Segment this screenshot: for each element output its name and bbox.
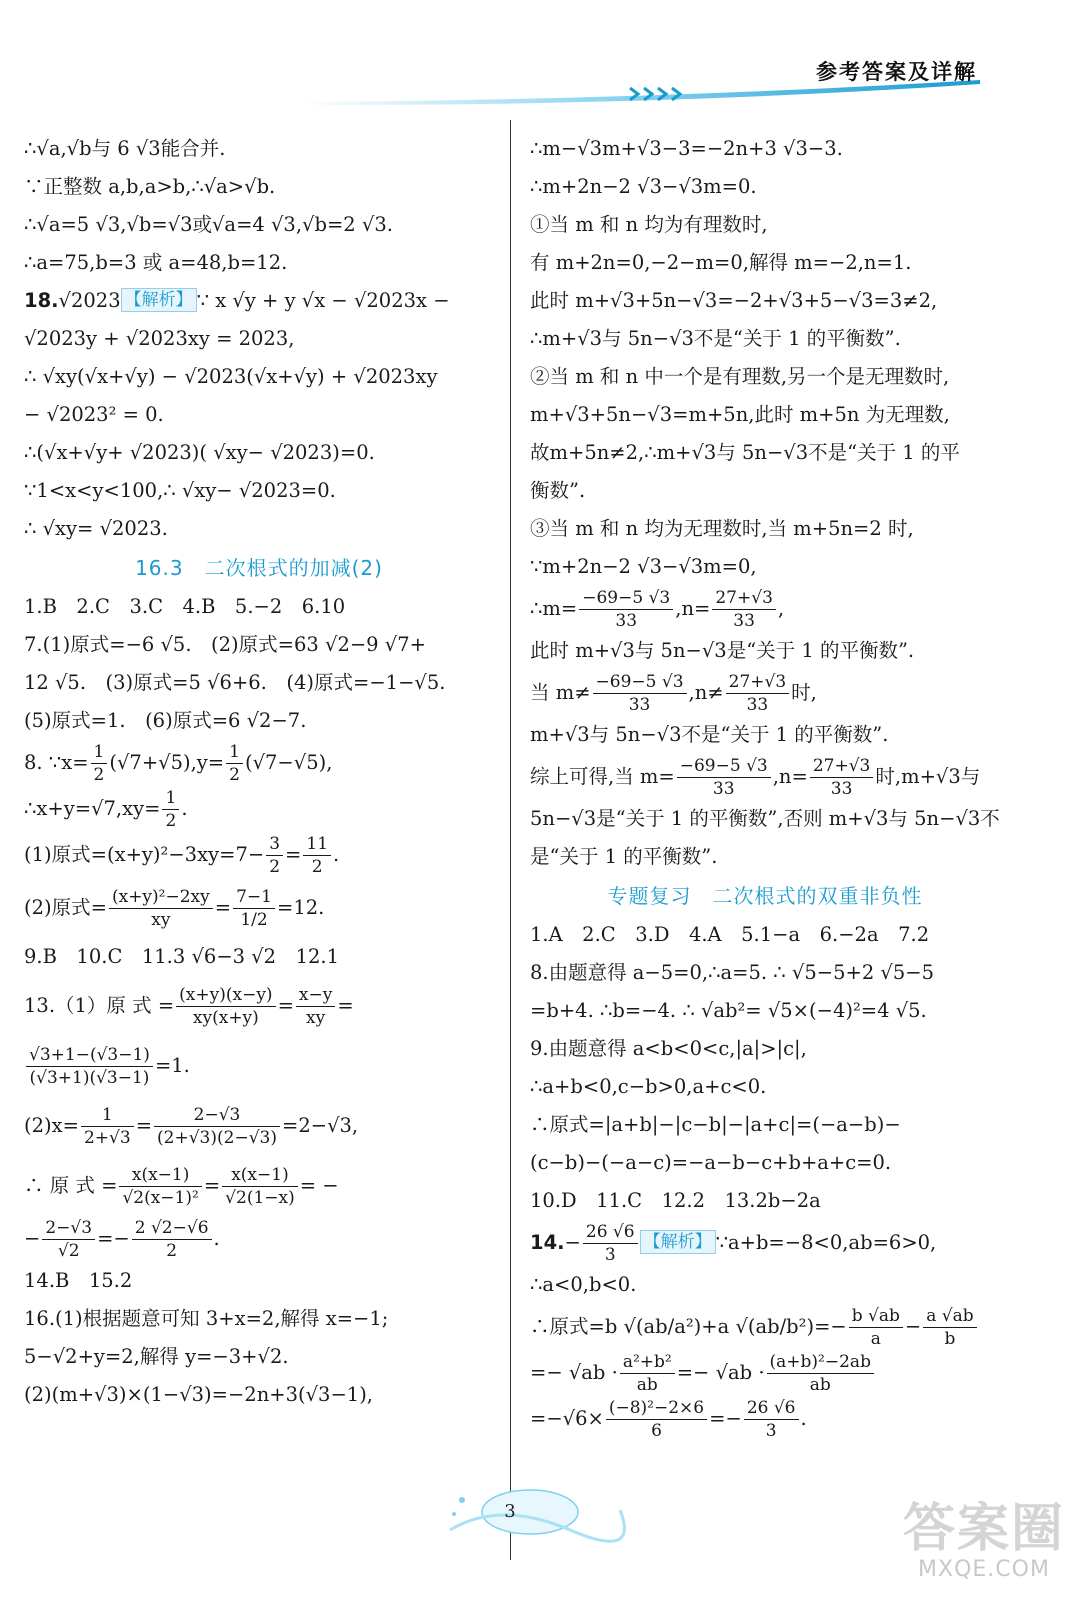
answer-line bbox=[530, 548, 1000, 586]
answer-line bbox=[530, 800, 1000, 838]
line-text: 综上可得,当 m= bbox=[530, 765, 675, 788]
answer-line bbox=[24, 244, 494, 282]
watermark-text: 答案圈 bbox=[902, 1499, 1065, 1559]
answer-line bbox=[530, 586, 1000, 632]
fraction-denominator: 2 bbox=[229, 765, 240, 785]
header-title: 参考答案及详解 bbox=[816, 60, 977, 84]
page-footer bbox=[0, 1470, 1085, 1600]
answer-line bbox=[530, 1182, 1000, 1220]
line-text: 时,m+√3与 bbox=[875, 765, 981, 788]
answer-line bbox=[24, 358, 494, 396]
line-text: 13.（1）原 式 = bbox=[24, 994, 175, 1017]
fraction-denominator: 3 bbox=[765, 1421, 777, 1441]
fraction-denominator: 33 bbox=[615, 611, 638, 631]
fraction-denominator: 6 bbox=[651, 1421, 662, 1441]
line-text: m+√3+5n−√3=m+5n,此时 m+5n 为无理数, bbox=[530, 403, 950, 426]
line-text: 此时 m+√3+5n−√3=−2+√3+5−√3=3≠2, bbox=[530, 289, 938, 312]
line-text: ∵a+b=−8<0,ab=6>0, bbox=[715, 1231, 937, 1254]
line-text: (2)x= bbox=[24, 1114, 79, 1137]
fraction-numerator: (−8)²−2×6 bbox=[606, 1397, 707, 1420]
fraction bbox=[26, 1044, 153, 1089]
answer-line bbox=[530, 1304, 1000, 1350]
fraction bbox=[593, 671, 687, 716]
left-column bbox=[24, 130, 494, 1414]
fraction-denominator: √2 bbox=[57, 1241, 80, 1261]
line-text: 1.B 2.C 3.C 4.B 5.−2 6.10 bbox=[24, 595, 346, 618]
column-divider bbox=[510, 120, 511, 1560]
fraction bbox=[132, 1217, 212, 1262]
section-heading: 16.3 二次根式的加减(2) bbox=[135, 556, 383, 580]
line-text: ①当 m 和 n 均为有理数时, bbox=[530, 213, 768, 236]
fraction-denominator: 2 bbox=[93, 765, 105, 785]
fraction-numerator: 1 bbox=[162, 787, 179, 810]
answer-line bbox=[24, 786, 494, 832]
line-text: √2023y + √2023xy = 2023, bbox=[24, 327, 295, 350]
line-text: − bbox=[564, 1231, 581, 1254]
line-text: ∴m−√3m+√3−3=−2n+3 √3−3. bbox=[530, 137, 843, 160]
fraction bbox=[176, 984, 275, 1029]
answer-line bbox=[530, 510, 1000, 548]
line-text: m+√3与 5n−√3不是“关于 1 的平衡数”. bbox=[530, 723, 889, 746]
answer-line bbox=[24, 626, 494, 664]
fraction bbox=[222, 1164, 298, 1209]
line-text: =− bbox=[97, 1227, 130, 1250]
fraction-denominator: b bbox=[944, 1329, 956, 1349]
answer-line bbox=[530, 1030, 1000, 1068]
line-text: ∴a=75,b=3 或 a=48,b=12. bbox=[24, 251, 288, 274]
line-text: 5n−√3是“关于 1 的平衡数”,否则 m+√3与 5n−√3不 bbox=[530, 807, 1000, 830]
line-text: = − bbox=[299, 1174, 339, 1197]
answer-line bbox=[24, 740, 494, 786]
line-text: 7.(1)原式=−6 √5. (2)原式=63 √2−9 √7+ bbox=[24, 633, 426, 656]
fraction bbox=[579, 587, 673, 632]
watermark-logo bbox=[903, 1501, 1065, 1582]
line-text: =−√6× bbox=[530, 1407, 604, 1430]
fraction-numerator: (x+y)²−2xy bbox=[109, 886, 213, 909]
line-text: ∴ √xy= √2023. bbox=[24, 517, 168, 540]
answer-line bbox=[24, 1376, 494, 1414]
answer-line bbox=[530, 1350, 1000, 1396]
fraction bbox=[677, 755, 771, 800]
line-text: ,n≠ bbox=[688, 681, 724, 704]
fraction bbox=[109, 886, 213, 931]
analysis-tag: 【解析】 bbox=[640, 1230, 716, 1254]
fraction-denominator: 2 bbox=[166, 1241, 178, 1261]
line-text: − √2023² = 0. bbox=[24, 403, 164, 426]
line-text: . bbox=[333, 843, 340, 866]
line-text: √2023 bbox=[58, 289, 121, 312]
fraction-numerator: √3+1−(√3−1) bbox=[26, 1044, 153, 1067]
line-text: (5)原式=1. (6)原式=6 √2−7. bbox=[24, 709, 307, 732]
answer-line bbox=[530, 992, 1000, 1030]
fraction-denominator: 2+√3 bbox=[83, 1128, 131, 1148]
fraction-numerator: 2−√3 bbox=[42, 1217, 95, 1240]
answer-line bbox=[24, 1216, 494, 1262]
fraction bbox=[226, 741, 243, 786]
line-text: 是“关于 1 的平衡数”. bbox=[530, 845, 718, 868]
fraction-numerator: a²+b² bbox=[620, 1351, 675, 1374]
answer-line bbox=[24, 1338, 494, 1376]
line-text: . bbox=[800, 1407, 807, 1430]
line-text: 故m+5n≠2,∴m+√3与 5n−√3不是“关于 1 的平 bbox=[530, 441, 960, 464]
line-text: ∵ x √y + y √x − √2023x − bbox=[196, 289, 450, 312]
fraction-denominator: (2+√3)(2−√3) bbox=[157, 1128, 277, 1148]
answer-line bbox=[24, 1096, 494, 1156]
line-text: =1. bbox=[154, 1054, 190, 1077]
answer-line bbox=[530, 282, 1000, 320]
fraction bbox=[620, 1351, 675, 1396]
line-text: ∴√a=5 √3,√b=√3或√a=4 √3,√b=2 √3. bbox=[24, 213, 393, 236]
answer-line bbox=[530, 168, 1000, 206]
line-text: 16.(1)根据题意可知 3+x=2,解得 x=−1; bbox=[24, 1307, 389, 1330]
line-text: 1.A 2.C 3.D 4.A 5.1−a 6.−2a 7.2 bbox=[530, 923, 930, 946]
fraction-denominator: xy bbox=[306, 1008, 326, 1028]
line-text: ∵1<x<y<100,∴ √xy− √2023=0. bbox=[24, 479, 336, 502]
page-number: 3 bbox=[504, 1501, 516, 1522]
line-text: 8.由题意得 a−5=0,∴a=5. ∴ √5−5+2 √5−5 bbox=[530, 961, 934, 984]
answer-line bbox=[530, 632, 1000, 670]
watermark-url: MXQE.COM bbox=[918, 1557, 1050, 1582]
answer-line bbox=[24, 472, 494, 510]
fraction bbox=[849, 1305, 903, 1350]
fraction-numerator: (x+y)(x−y) bbox=[176, 984, 275, 1007]
line-text: − bbox=[24, 1227, 41, 1250]
answer-line bbox=[24, 1262, 494, 1300]
line-text: ∴m+√3与 5n−√3不是“关于 1 的平衡数”. bbox=[530, 327, 901, 350]
fraction-denominator: 2 bbox=[269, 857, 281, 877]
fraction bbox=[744, 1397, 799, 1442]
line-text: ∴原式=b √(ab/a²)+a √(ab/b²)=− bbox=[530, 1315, 847, 1338]
answer-line bbox=[24, 976, 494, 1036]
fraction-numerator: 27+√3 bbox=[712, 587, 776, 610]
fraction-numerator: 3 bbox=[266, 833, 283, 856]
line-text: (√7−√5), bbox=[244, 751, 333, 774]
line-text: =− √ab · bbox=[676, 1361, 765, 1384]
line-text: − bbox=[904, 1315, 922, 1338]
fraction-denominator: 2 bbox=[311, 857, 323, 877]
fraction-numerator: 2 √2−√6 bbox=[132, 1217, 212, 1240]
fraction-numerator: x−y bbox=[296, 984, 335, 1007]
answer-line bbox=[24, 1036, 494, 1096]
question-number: 14. bbox=[530, 1231, 565, 1254]
answer-line bbox=[530, 716, 1000, 754]
fraction-denominator: xy(x+y) bbox=[192, 1008, 259, 1028]
right-column bbox=[530, 130, 1000, 1442]
answer-line bbox=[530, 838, 1000, 876]
fraction-numerator: −69−5 √3 bbox=[579, 587, 673, 610]
fraction-denominator: 33 bbox=[733, 611, 755, 631]
fraction-denominator: (√3+1)(√3−1) bbox=[29, 1068, 150, 1088]
answer-line bbox=[24, 510, 494, 548]
line-text: 9.由题意得 a<b<0<c,|a|>|c|, bbox=[530, 1037, 807, 1060]
line-text: = bbox=[277, 994, 294, 1017]
line-text: (2)(m+√3)×(1−√3)=−2n+3(√3−1), bbox=[24, 1383, 374, 1406]
line-text: =− bbox=[709, 1407, 742, 1430]
fraction-numerator: 2−√3 bbox=[154, 1104, 280, 1127]
answer-line bbox=[24, 664, 494, 702]
line-text: 10.D 11.C 12.2 13.2b−2a bbox=[530, 1189, 821, 1212]
line-text: =12. bbox=[276, 896, 325, 919]
answer-line bbox=[24, 282, 494, 320]
answer-line bbox=[24, 702, 494, 740]
fraction-denominator: 33 bbox=[628, 695, 651, 715]
answer-line bbox=[24, 832, 494, 878]
fraction-denominator: √2(1−x) bbox=[225, 1188, 295, 1208]
answer-line bbox=[530, 434, 1000, 472]
fraction-numerator: a √ab bbox=[923, 1305, 976, 1328]
line-text: ∴(√x+√y+ √2023)( √xy− √2023)=0. bbox=[24, 441, 375, 464]
fraction bbox=[81, 1104, 134, 1149]
line-text: 此时 m+√3与 5n−√3是“关于 1 的平衡数”. bbox=[530, 639, 915, 662]
fraction-numerator: 11 bbox=[303, 833, 331, 856]
fraction-denominator: 1/2 bbox=[240, 910, 268, 930]
line-text: = bbox=[285, 843, 302, 866]
fraction bbox=[42, 1217, 95, 1262]
fraction-numerator: 1 bbox=[81, 1104, 134, 1127]
line-text: ,n= bbox=[675, 597, 711, 620]
fraction-numerator: x(x−1) bbox=[119, 1164, 201, 1187]
answer-line bbox=[530, 244, 1000, 282]
fraction-numerator: x(x−1) bbox=[222, 1164, 298, 1187]
fraction-numerator: −69−5 √3 bbox=[593, 671, 687, 694]
answer-line bbox=[24, 206, 494, 244]
answer-line bbox=[24, 1156, 494, 1216]
line-text: ∴原式=|a+b|−|c−b|−|a+c|=(−a−b)− bbox=[530, 1113, 901, 1136]
fraction-denominator: a bbox=[870, 1329, 881, 1349]
fraction bbox=[303, 833, 331, 878]
fraction bbox=[266, 833, 283, 878]
line-text: . bbox=[181, 797, 188, 820]
answer-line bbox=[530, 1266, 1000, 1304]
line-text: ∴√a,√b与 6 √3能合并. bbox=[24, 137, 226, 160]
answer-line bbox=[530, 206, 1000, 244]
line-text: . bbox=[213, 1227, 220, 1250]
answer-line bbox=[530, 754, 1000, 800]
fraction bbox=[91, 741, 108, 786]
answer-line bbox=[530, 1220, 1000, 1266]
line-text: , bbox=[777, 597, 785, 620]
answer-line bbox=[530, 1106, 1000, 1144]
answer-line bbox=[24, 1300, 494, 1338]
line-text: ∵m+2n−2 √3−√3m=0, bbox=[530, 555, 757, 578]
fraction-denominator: ab bbox=[809, 1375, 831, 1395]
fraction-denominator: 2 bbox=[165, 811, 177, 831]
line-text: = bbox=[135, 1114, 153, 1137]
line-text: ∴a+b<0,c−b>0,a+c<0. bbox=[530, 1075, 767, 1098]
line-text: 当 m≠ bbox=[530, 681, 591, 704]
analysis-tag: 【解析】 bbox=[121, 288, 197, 312]
fraction-numerator: 26 √6 bbox=[744, 1397, 799, 1420]
answer-line bbox=[530, 130, 1000, 168]
fraction bbox=[233, 886, 275, 931]
answer-line bbox=[24, 130, 494, 168]
fraction-numerator: 7−1 bbox=[233, 886, 275, 909]
line-text: 有 m+2n=0,−2−m=0,解得 m=−2,n=1. bbox=[530, 251, 912, 274]
line-text: (c−b)−(−a−c)=−a−b−c+b+a+c=0. bbox=[530, 1151, 892, 1174]
line-text: = bbox=[337, 994, 354, 1017]
fraction bbox=[923, 1305, 976, 1350]
answer-line bbox=[530, 916, 1000, 954]
fraction-numerator: −69−5 √3 bbox=[677, 755, 771, 778]
line-text: 时, bbox=[791, 681, 817, 704]
line-text: =2−√3, bbox=[281, 1114, 359, 1137]
line-text: = bbox=[214, 896, 232, 919]
line-text: ∴x+y=√7,xy= bbox=[24, 797, 161, 820]
answer-line bbox=[530, 670, 1000, 716]
line-text: 8. ∵x= bbox=[24, 751, 89, 774]
fraction bbox=[726, 671, 790, 716]
line-text: =b+4. ∴b=−4. ∴ √ab²= √5×(−4)²=4 √5. bbox=[530, 999, 927, 1022]
fraction bbox=[810, 755, 874, 800]
answer-line bbox=[530, 472, 1000, 510]
answer-line bbox=[530, 1396, 1000, 1442]
line-text: ∴m+2n−2 √3−√3m=0. bbox=[530, 175, 757, 198]
page-header bbox=[0, 0, 1085, 120]
fraction bbox=[767, 1351, 874, 1396]
line-text: ∴ 原 式 = bbox=[24, 1174, 118, 1197]
line-text: = bbox=[203, 1174, 221, 1197]
fraction-numerator: 1 bbox=[226, 741, 243, 764]
line-text: (1)原式=(x+y)²−3xy=7− bbox=[24, 843, 265, 866]
fraction bbox=[162, 787, 179, 832]
fraction-numerator: 1 bbox=[91, 741, 108, 764]
line-text: 5−√2+y=2,解得 y=−3+√2. bbox=[24, 1345, 289, 1368]
fraction bbox=[712, 587, 776, 632]
fraction bbox=[583, 1221, 638, 1266]
line-text: ②当 m 和 n 中一个是有理数,另一个是无理数时, bbox=[530, 365, 950, 388]
answer-line bbox=[24, 396, 494, 434]
question-number: 18. bbox=[24, 289, 59, 312]
fraction bbox=[154, 1104, 280, 1149]
fraction bbox=[606, 1397, 707, 1442]
fraction-denominator: 3 bbox=[604, 1245, 616, 1265]
fraction bbox=[119, 1164, 201, 1209]
fraction-numerator: b √ab bbox=[849, 1305, 903, 1328]
answer-line bbox=[530, 358, 1000, 396]
fraction-denominator: ab bbox=[636, 1375, 658, 1395]
answer-line bbox=[24, 434, 494, 472]
line-text: 9.B 10.C 11.3 √6−3 √2 12.1 bbox=[24, 945, 340, 968]
fraction-denominator: 33 bbox=[712, 779, 735, 799]
line-text: 14.B 15.2 bbox=[24, 1269, 133, 1292]
fraction-denominator: 33 bbox=[830, 779, 853, 799]
line-text: (2)原式= bbox=[24, 896, 107, 919]
line-text: ,n= bbox=[772, 765, 808, 788]
line-text: ∵正整数 a,b,a>b,∴√a>√b. bbox=[24, 175, 276, 198]
fraction-denominator: xy bbox=[151, 910, 171, 930]
fraction-denominator: 33 bbox=[746, 695, 769, 715]
answer-line bbox=[24, 320, 494, 358]
line-text: ∴a<0,b<0. bbox=[530, 1273, 637, 1296]
answer-line bbox=[530, 1144, 1000, 1182]
answer-line bbox=[530, 954, 1000, 992]
line-text: ③当 m 和 n 均为无理数时,当 m+5n=2 时, bbox=[530, 517, 914, 540]
fraction bbox=[296, 984, 335, 1029]
answer-line bbox=[24, 878, 494, 938]
answer-line bbox=[530, 396, 1000, 434]
answer-line bbox=[530, 320, 1000, 358]
fraction-numerator: 26 √6 bbox=[583, 1221, 638, 1244]
line-text: =− √ab · bbox=[530, 1361, 618, 1384]
answer-line bbox=[24, 588, 494, 626]
answer-line bbox=[24, 938, 494, 976]
line-text: 衡数”. bbox=[530, 479, 586, 502]
line-text: ∴m= bbox=[530, 597, 578, 620]
line-text: 12 √5. (3)原式=5 √6+6. (4)原式=−1−√5. bbox=[24, 671, 446, 694]
fraction-numerator: 27+√3 bbox=[726, 671, 790, 694]
line-text: (√7+√5),y= bbox=[109, 751, 225, 774]
answer-line bbox=[24, 168, 494, 206]
line-text: ∴ √xy(√x+√y) − √2023(√x+√y) + √2023xy bbox=[24, 365, 438, 388]
fraction-numerator: 27+√3 bbox=[810, 755, 874, 778]
section-heading: 专题复习 二次根式的双重非负性 bbox=[607, 884, 923, 908]
fraction-denominator: √2(x−1)² bbox=[122, 1188, 199, 1208]
answer-line bbox=[530, 1068, 1000, 1106]
fraction-numerator: (a+b)²−2ab bbox=[767, 1351, 874, 1374]
